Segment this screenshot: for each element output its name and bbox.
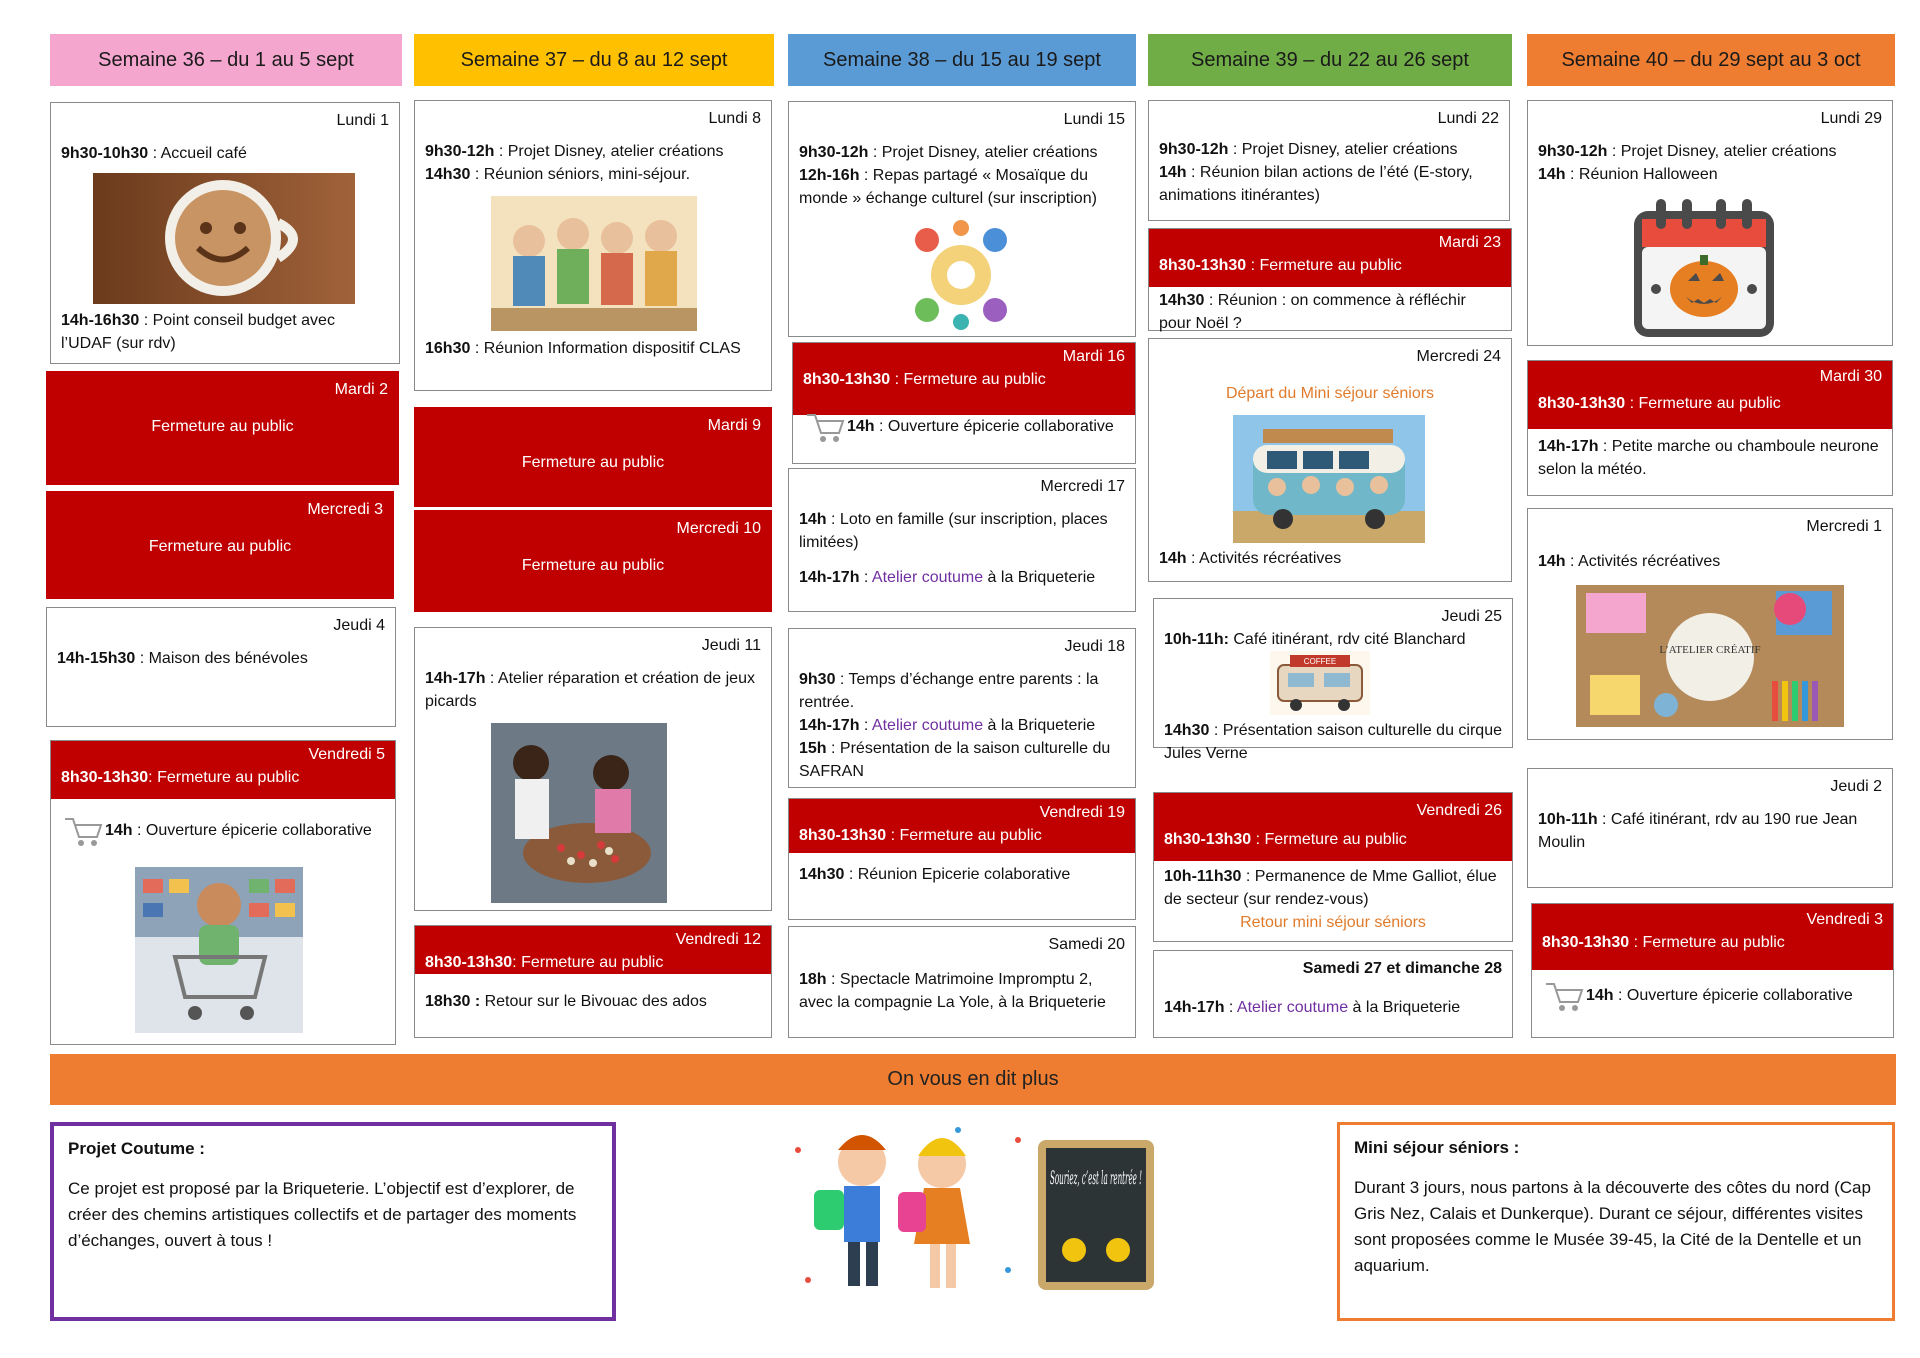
projet-coutume-text: Ce projet est proposé par la Briqueterie. L’objectif est d’explorer, de créer des chemins artistiques collectifs et de partager des moments d’échanges, ouvert à tous ! — [68, 1179, 577, 1250]
w39-vendredi: Vendredi 26 8h30-13h30 : Fermeture au public 10h-11h30 : Permanence de Mme Galliot, élue de secteur (sur rendez-vous) Retour mini séjour séniors — [1153, 792, 1513, 942]
info-bar: On vous en dit plus — [50, 1054, 1896, 1105]
day-label: Samedi 27 et dimanche 28 — [1302, 960, 1502, 977]
day-label: Vendredi 26 — [1416, 802, 1502, 819]
closed-label: Fermeture au public — [151, 418, 294, 435]
day-label: Lundi 8 — [708, 110, 761, 127]
w38-lundi: Lundi 15 9h30-12h : Projet Disney, atelier créations 12h-16h : Repas partagé « Mosaïque du monde » échange culturel (sur inscription) — [788, 101, 1136, 337]
w40-mercredi: Mercredi 1 14h : Activités récréatives L’ATELIER CRÉATIF — [1527, 508, 1893, 740]
week-38-header: Semaine 38 – du 15 au 19 sept — [788, 34, 1136, 86]
day-label: Mercredi 17 — [1040, 478, 1125, 495]
day-label: Vendredi 19 — [1039, 804, 1125, 821]
w40-lundi: Lundi 29 9h30-12h : Projet Disney, atelier créations 14h : Réunion Halloween — [1527, 100, 1893, 346]
day-label: Mardi 2 — [334, 381, 388, 398]
w36-vendredi: Vendredi 5 8h30-13h30: Fermeture au public 14h : Ouverture épicerie collaborative — [50, 740, 396, 1045]
w36-mardi — [46, 371, 399, 485]
w39-weekend: Samedi 27 et dimanche 28 14h-17h : Atelier coutume à la Briqueterie — [1153, 950, 1513, 1038]
coffee-sign: COFFEE — [1303, 657, 1337, 666]
halloween-calendar-icon — [1630, 197, 1778, 341]
w38-samedi: Samedi 20 18h : Spectacle Matrimoine Impromptu 2, avec la compagnie La Yole, à la Briqueterie — [788, 926, 1136, 1038]
return-note: Retour mini séjour séniors — [1240, 914, 1426, 931]
week-37-header: Semaine 37 – du 8 au 12 sept — [414, 34, 774, 86]
cart-sketch-icon — [61, 811, 105, 851]
w39-jeudi: Jeudi 25 10h-11h: Café itinérant, rdv cité Blanchard COFFEE 14h30 : Présentation saison culturelle du cirque Jules Verne — [1153, 598, 1513, 748]
day-label: Vendredi 3 — [1806, 911, 1883, 928]
day-label: Vendredi 5 — [308, 746, 385, 763]
atelier-sign: L’ATELIER CRÉATIF — [1659, 644, 1761, 656]
day-label: Jeudi 25 — [1441, 608, 1502, 625]
closed-label: Fermeture au public — [521, 454, 665, 471]
w37-mardi — [414, 407, 772, 507]
mini-sejour-title: Mini séjour séniors : — [1354, 1138, 1520, 1157]
day-label: Lundi 15 — [1063, 111, 1125, 128]
cart-sketch-icon — [803, 407, 847, 447]
w38-vendredi: Vendredi 19 8h30-13h30 : Fermeture au public 14h30 : Réunion Epicerie colaborative — [788, 798, 1136, 920]
week-40-header: Semaine 40 – du 29 sept au 3 oct — [1527, 34, 1895, 86]
day-label: Mercredi 1 — [1806, 518, 1882, 535]
day-label: Mardi 16 — [1062, 348, 1125, 365]
w37-lundi: Lundi 8 9h30-12h : Projet Disney, atelier créations 14h30 : Réunion séniors, mini-séjour. 16h30 : Réunion Information dispositif CLAS — [414, 100, 772, 391]
coffee-smiley-image — [93, 173, 355, 304]
departure-note: Départ du Mini séjour séniors — [1225, 385, 1435, 402]
camper-van-image — [1233, 415, 1425, 543]
w40-vendredi: Vendredi 3 8h30-13h30 : Fermeture au public 14h : Ouverture épicerie collaborative — [1531, 903, 1894, 1038]
w39-mercredi: Mercredi 24 Départ du Mini séjour séniors 14h : Activités récréatives — [1148, 338, 1512, 582]
day-label: Lundi 22 — [1437, 110, 1499, 127]
w40-jeudi: Jeudi 2 10h-11h : Café itinérant, rdv au 190 rue Jean Moulin — [1527, 768, 1893, 888]
day-label: Lundi 29 — [1820, 110, 1882, 127]
day-label: Mardi 30 — [1819, 368, 1882, 385]
w40-mardi: Mardi 30 8h30-13h30 : Fermeture au public 14h-17h : Petite marche ou chamboule neurone selon la météo. — [1527, 360, 1893, 496]
day-label: Jeudi 2 — [1830, 778, 1882, 795]
seniors-travel-image — [491, 196, 697, 331]
day-label: Mercredi 3 — [307, 501, 383, 518]
week-36-header: Semaine 36 – du 1 au 5 sept — [50, 34, 402, 86]
w38-jeudi: Jeudi 18 9h30 : Temps d’échange entre parents : la rentrée. 14h-17h : Atelier coutume à la Briqueterie 15h : Présentation de la saison culturelle du SAFRAN — [788, 628, 1136, 788]
w37-jeudi: Jeudi 11 14h-17h : Atelier réparation et création de jeux picards — [414, 627, 772, 911]
day-label: Mercredi 10 — [676, 520, 761, 537]
day-label: Lundi 1 — [336, 112, 389, 129]
w37-vendredi: Vendredi 12 8h30-13h30: Fermeture au public 18h30 : Retour sur le Bivouac des ados — [414, 925, 772, 1038]
projet-coutume-title: Projet Coutume : — [68, 1139, 205, 1158]
w36-lundi: Lundi 1 9h30-10h30 : Accueil café 14h-16h30 : Point conseil budget avec l’UDAF (sur rdv) — [50, 102, 400, 364]
mosaic-meal-image — [905, 220, 1017, 330]
closed-label: Fermeture au public — [521, 557, 665, 574]
projet-coutume-box — [50, 1122, 616, 1321]
mini-sejour-text: Durant 3 jours, nous partons à la découverte des côtes du nord (Cap Gris Nez, Calais et Dunkerque). Durant ce séjour, différentes visites sont proposées comme le Musée 39-45, la Cité de la Dentelle et un aquarium. — [1354, 1178, 1871, 1275]
w39-lundi: Lundi 22 9h30-12h : Projet Disney, atelier créations 14h : Réunion bilan actions de l’été (E-story, animations itinérantes) — [1148, 100, 1510, 221]
children-games-image — [491, 723, 667, 903]
w38-mardi: Mardi 16 8h30-13h30 : Fermeture au public 14h : Ouverture épicerie collaborative — [792, 342, 1136, 464]
day-label: Samedi 20 — [1048, 936, 1125, 953]
day-label: Jeudi 4 — [333, 617, 385, 634]
w36-mercredi — [46, 491, 394, 599]
w38-mercredi: Mercredi 17 14h : Loto en famille (sur inscription, places limitées) 14h-17h : Atelier coutume à la Briqueterie — [788, 468, 1136, 612]
w37-mercredi — [414, 510, 772, 612]
day-label: Mardi 23 — [1438, 234, 1501, 251]
chalkboard-text: Souriez, c’est la rentrée ! — [1050, 1167, 1142, 1189]
cart-sketch-icon — [1542, 976, 1586, 1016]
mini-sejour-box — [1337, 1122, 1895, 1321]
coffee-truck-image — [1270, 651, 1370, 715]
day-label: Mercredi 24 — [1416, 348, 1501, 365]
day-label: Jeudi 18 — [1064, 638, 1125, 655]
w36-jeudi: Jeudi 4 14h-15h30 : Maison des bénévoles — [46, 607, 396, 727]
day-label: Mardi 9 — [707, 417, 761, 434]
grocery-cart-image — [135, 867, 303, 1033]
closed-label: Fermeture au public — [148, 538, 292, 555]
w39-mardi: Mardi 23 8h30-13h30 : Fermeture au public 14h30 : Réunion : on commence à réfléchir pour Noël ? — [1148, 228, 1512, 331]
kids-back-to-school-illustration — [778, 1120, 1170, 1312]
day-label: Vendredi 12 — [675, 931, 761, 948]
day-label: Jeudi 11 — [701, 637, 761, 654]
creative-workshop-image — [1576, 585, 1844, 727]
week-39-header: Semaine 39 – du 22 au 26 sept — [1148, 34, 1512, 86]
